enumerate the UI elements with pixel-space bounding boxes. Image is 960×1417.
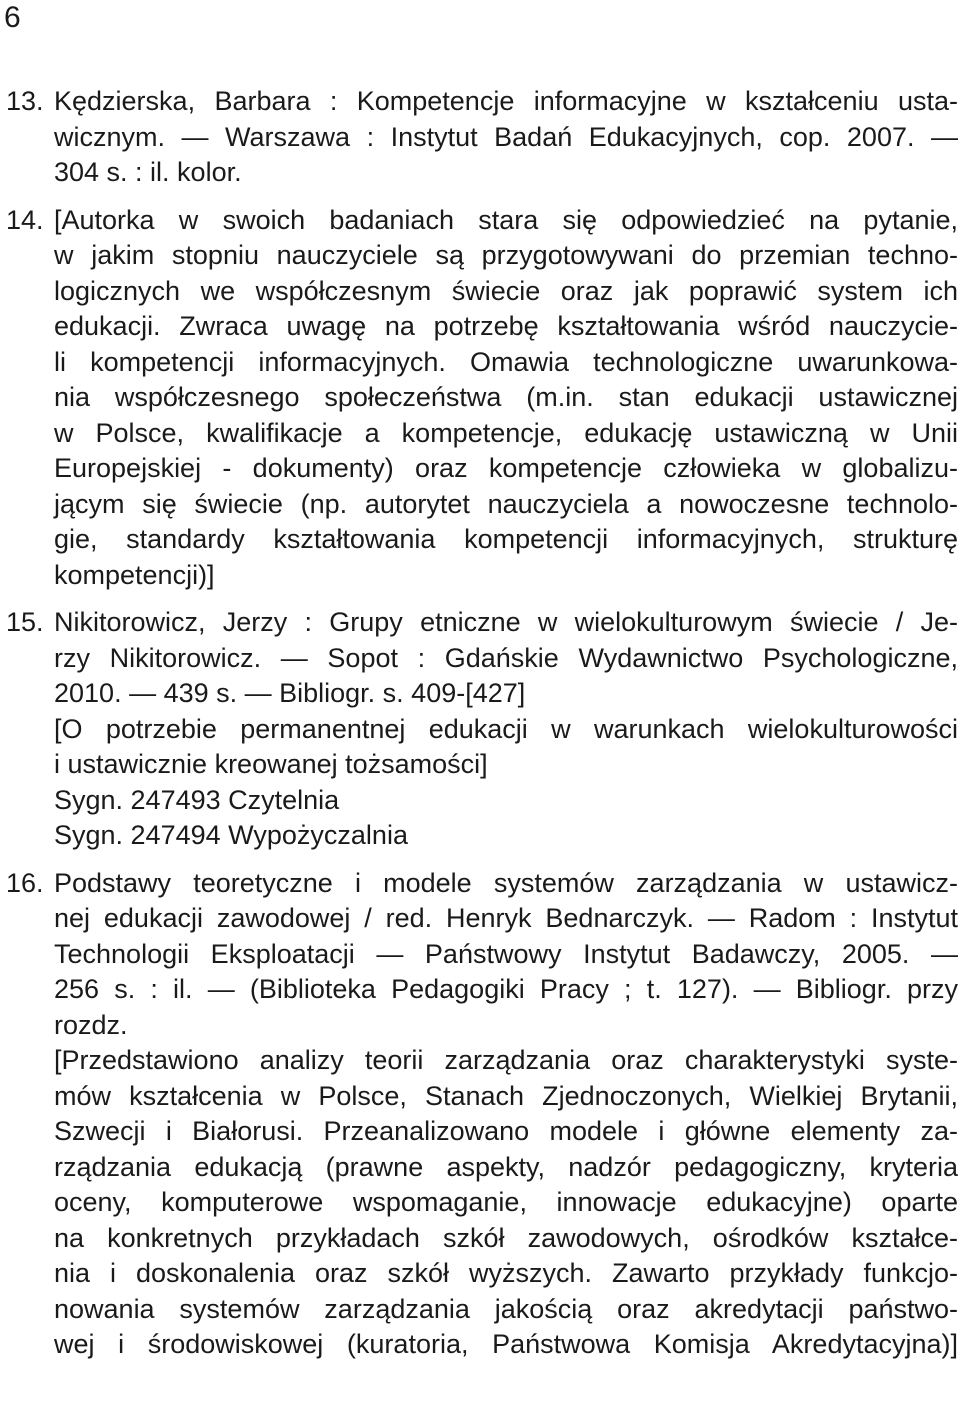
entry-line: 304 s. : il. kolor. xyxy=(54,157,242,187)
entry-line: wej i środowiskowej (kuratoria, Państwowa Komisja Akredytacyjna)] xyxy=(54,1329,958,1359)
bibliography-list xyxy=(6,84,958,1363)
entry-line: [O potrzebie permanentnej edukacji w warunkach wielokulturowości xyxy=(54,713,958,744)
entry-line: wicznym. — Warszawa : Instytut Badań Edukacyjnych, cop. 2007. — xyxy=(54,121,958,152)
entry-line: Technologii Eksploatacji — Państwowy Instytut Badawczy, 2005. — xyxy=(54,938,958,969)
bibliography-entry-14 xyxy=(6,203,958,594)
entry-line: Szwecji i Białorusi. Przeanalizowano modele i główne elementy za- xyxy=(54,1116,958,1146)
entry-line: rzy Nikitorowicz. — Sopot : Gdańskie Wydawnictwo Psychologiczne, xyxy=(54,642,958,673)
entry-line: w Polsce, kwalifikacje a kompetencje, edukację ustawiczną w Unii xyxy=(54,417,958,448)
entry-line: nia współczesnego społeczeństwa (m.in. stan edukacji ustawicznej xyxy=(54,382,958,412)
entry-line: w jakim stopniu nauczyciele są przygotowywani do przemian techno- xyxy=(54,240,958,270)
entry-line: Europejskiej - dokumenty) oraz kompetencje człowieka w globalizu- xyxy=(54,453,958,483)
entry-line: nia i doskonalenia oraz szkół wyższych. Zawarto przykłady funkcjo- xyxy=(54,1258,958,1288)
bibliography-entry-15 xyxy=(6,605,958,854)
entry-line: Sygn. 247493 Czytelnia xyxy=(54,784,340,815)
entry-line: logicznych we współczesnym świecie oraz jak poprawić system ich xyxy=(54,275,958,306)
entry-line: 2010. — 439 s. — Bibliogr. s. 409-[427] xyxy=(54,678,526,708)
entry-line: 256 s. : il. — (Biblioteka Pedagogiki Pracy ; t. 127). — Bibliogr. przy xyxy=(54,974,958,1004)
entry-line: mów kształcenia w Polsce, Stanach Zjednoczonych, Wielkiej Brytanii, xyxy=(54,1080,958,1111)
entry-line: Podstawy teoretyczne i modele systemów zarządzania w ustawicz- xyxy=(54,867,958,898)
entry-line: li kompetencji informacyjnych. Omawia technologiczne uwarunkowa- xyxy=(54,346,958,377)
entry-line: Sygn. 247494 Wypożyczalnia xyxy=(54,820,408,850)
bibliography-entry-16 xyxy=(6,866,958,1363)
page-number: 6 xyxy=(4,1,21,34)
entry-number: 13. xyxy=(6,86,44,116)
entry-number: 16. xyxy=(6,867,44,898)
entry-line: rozdz. xyxy=(54,1009,128,1040)
entry-line: gie, standardy kształtowania kompetencji informacyjnych, strukturę xyxy=(54,524,958,554)
entry-line: oceny, komputerowe wspomaganie, innowacje edukacyjne) oparte xyxy=(54,1187,958,1217)
entry-line: rządzania edukacją (prawne aspekty, nadzór pedagogiczny, kryteria xyxy=(54,1151,958,1182)
entry-line: kompetencji)] xyxy=(54,559,215,590)
entry-line: Nikitorowicz, Jerzy : Grupy etniczne w wielokulturowym świecie / Je- xyxy=(54,607,958,637)
entry-line: nej edukacji zawodowej / red. Henryk Bednarczyk. — Radom : Instytut xyxy=(54,903,958,933)
entry-line: [Autorka w swoich badaniach stara się odpowiedzieć na pytanie, xyxy=(54,204,958,235)
entry-line: Kędzierska, Barbara : Kompetencje informacyjne w kształceniu usta- xyxy=(54,86,958,116)
entry-line: edukacji. Zwraca uwagę na potrzebę kształtowania wśród nauczycie- xyxy=(54,311,958,341)
entry-line: nowania systemów zarządzania jakością oraz akredytacji państwo- xyxy=(54,1293,958,1324)
entry-line: na konkretnych przykładach szkół zawodowych, ośrodków kształce- xyxy=(54,1222,958,1253)
entry-number: 15. xyxy=(6,607,44,637)
entry-line: [Przedstawiono analizy teorii zarządzania oraz charakterystyki syste- xyxy=(54,1045,958,1075)
entry-number: 14. xyxy=(6,204,44,235)
entry-line: jącym się świecie (np. autorytet nauczyciela a nowoczesne technolo- xyxy=(54,488,958,519)
entry-line: i ustawicznie kreowanej tożsamości] xyxy=(54,749,488,779)
bibliography-entry-13 xyxy=(6,84,958,191)
